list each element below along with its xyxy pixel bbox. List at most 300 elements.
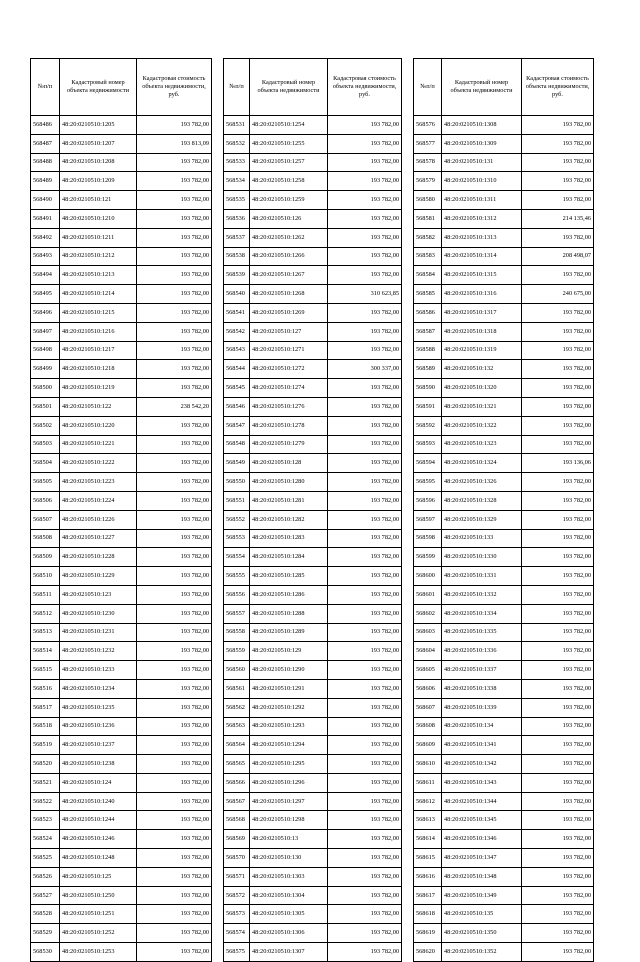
row-number: 568540: [224, 285, 250, 304]
cadastral-value: 193 782,00: [522, 886, 594, 905]
table-row: [224, 247, 402, 266]
header-cadastral-value: Кадастровая стоимость объекта недвижимости, руб.: [137, 59, 212, 116]
cadastral-value: 193 782,00: [137, 585, 212, 604]
cadastral-number: 48:20:0210510:1205: [60, 116, 137, 135]
cadastral-value: 193 782,00: [328, 116, 402, 135]
cadastral-table-2: [223, 58, 402, 962]
table-row: [224, 886, 402, 905]
cadastral-value: 193 782,00: [137, 341, 212, 360]
cadastral-number: 48:20:0210510:1266: [250, 247, 328, 266]
table-row: [31, 943, 212, 962]
cadastral-number: 48:20:0210510:123: [60, 585, 137, 604]
cadastral-value: 193 782,00: [137, 266, 212, 285]
cadastral-number: 48:20:0210510:1328: [442, 491, 522, 510]
cadastral-number: 48:20:0210510:1224: [60, 491, 137, 510]
header-num: №п/п: [414, 59, 442, 116]
row-number: 568583: [414, 247, 442, 266]
cadastral-number: 48:20:0210510:1248: [60, 849, 137, 868]
table-row: [31, 360, 212, 379]
cadastral-number: 48:20:0210510:124: [60, 773, 137, 792]
row-number: 568608: [414, 717, 442, 736]
cadastral-number: 48:20:0210510:1271: [250, 341, 328, 360]
table-row: [31, 924, 212, 943]
cadastral-number: 48:20:0210510:1226: [60, 510, 137, 529]
table-row: [31, 698, 212, 717]
cadastral-value: 193 782,00: [137, 473, 212, 492]
table-row: [224, 360, 402, 379]
row-number: 568575: [224, 943, 250, 962]
table-row: [224, 379, 402, 398]
cadastral-value: 193 782,00: [137, 491, 212, 510]
row-number: 568554: [224, 548, 250, 567]
cadastral-number: 48:20:0210510:1324: [442, 454, 522, 473]
row-number: 568592: [414, 416, 442, 435]
cadastral-value: 193 782,00: [522, 849, 594, 868]
row-number: 568589: [414, 360, 442, 379]
table-row: [224, 397, 402, 416]
cadastral-value: 193 782,00: [522, 604, 594, 623]
table-header: [414, 59, 594, 116]
table-row: [414, 924, 594, 943]
cadastral-number: 48:20:0210510:1228: [60, 548, 137, 567]
row-number: 568538: [224, 247, 250, 266]
row-number: 568606: [414, 679, 442, 698]
table-header: [31, 59, 212, 116]
cadastral-number: 48:20:0210510:1337: [442, 661, 522, 680]
row-number: 568490: [31, 191, 60, 210]
row-number: 568506: [31, 491, 60, 510]
row-number: 568564: [224, 736, 250, 755]
table-row: [224, 661, 402, 680]
table-row: [31, 529, 212, 548]
table-row: [31, 604, 212, 623]
table-row: [224, 266, 402, 285]
cadastral-number: 48:20:0210510:1229: [60, 567, 137, 586]
row-number: 568620: [414, 943, 442, 962]
cadastral-number: 48:20:0210510:1346: [442, 830, 522, 849]
cadastral-value: 193 782,00: [328, 266, 402, 285]
table-row: [224, 209, 402, 228]
row-number: 568495: [31, 285, 60, 304]
cadastral-number: 48:20:0210510:1350: [442, 924, 522, 943]
cadastral-number: 48:20:0210510:1291: [250, 679, 328, 698]
row-number: 568493: [31, 247, 60, 266]
table-row: [31, 209, 212, 228]
cadastral-table-3: [413, 58, 594, 962]
cadastral-value: 193 782,00: [137, 209, 212, 228]
cadastral-value: 193 782,00: [328, 867, 402, 886]
cadastral-number: 48:20:0210510:1258: [250, 172, 328, 191]
cadastral-value: 193 782,00: [522, 116, 594, 135]
cadastral-number: 48:20:0210510:1212: [60, 247, 137, 266]
table-body: [414, 116, 594, 962]
cadastral-number: 48:20:0210510:134: [442, 717, 522, 736]
row-number: 568561: [224, 679, 250, 698]
table-row: [224, 228, 402, 247]
cadastral-value: 193 782,00: [137, 116, 212, 135]
cadastral-value: 193 782,00: [137, 849, 212, 868]
cadastral-number: 48:20:0210510:1255: [250, 134, 328, 153]
row-number: 568518: [31, 717, 60, 736]
row-number: 568533: [224, 153, 250, 172]
cadastral-number: 48:20:0210510:1316: [442, 285, 522, 304]
cadastral-number: 48:20:0210510:1310: [442, 172, 522, 191]
cadastral-number: 48:20:0210510:1330: [442, 548, 522, 567]
table-row: [224, 303, 402, 322]
row-number: 568610: [414, 755, 442, 774]
table-row: [224, 567, 402, 586]
cadastral-number: 48:20:0210510:1282: [250, 510, 328, 529]
cadastral-number: 48:20:0210510:1317: [442, 303, 522, 322]
cadastral-number: 48:20:0210510:1294: [250, 736, 328, 755]
row-number: 568494: [31, 266, 60, 285]
cadastral-number: 48:20:0210510:1230: [60, 604, 137, 623]
cadastral-number: 48:20:0210510:13: [250, 830, 328, 849]
cadastral-value: 193 782,00: [328, 303, 402, 322]
table-row: [414, 585, 594, 604]
row-number: 568609: [414, 736, 442, 755]
table-row: [414, 172, 594, 191]
cadastral-value: 193 782,00: [522, 811, 594, 830]
table-row: [224, 510, 402, 529]
cadastral-value: 193 782,00: [328, 322, 402, 341]
cadastral-value: 193 782,00: [522, 510, 594, 529]
cadastral-value: 193 782,00: [522, 642, 594, 661]
table-row: [414, 454, 594, 473]
row-number: 568577: [414, 134, 442, 153]
cadastral-value: 193 782,00: [328, 585, 402, 604]
row-number: 568614: [414, 830, 442, 849]
row-number: 568598: [414, 529, 442, 548]
table-row: [224, 454, 402, 473]
cadastral-value: 193 782,00: [137, 285, 212, 304]
row-number: 568508: [31, 529, 60, 548]
cadastral-value: 193 782,00: [522, 567, 594, 586]
row-number: 568570: [224, 849, 250, 868]
cadastral-value: 193 782,00: [328, 886, 402, 905]
row-number: 568616: [414, 867, 442, 886]
cadastral-value: 193 782,00: [522, 379, 594, 398]
cadastral-number: 48:20:0210510:1207: [60, 134, 137, 153]
table-row: [414, 661, 594, 680]
table-row: [414, 191, 594, 210]
cadastral-number: 48:20:0210510:1213: [60, 266, 137, 285]
row-number: 568545: [224, 379, 250, 398]
table-row: [224, 529, 402, 548]
table-row: [414, 736, 594, 755]
row-number: 568522: [31, 792, 60, 811]
cadastral-number: 48:20:0210510:1345: [442, 811, 522, 830]
cadastral-value: 193 782,00: [522, 134, 594, 153]
row-number: 568513: [31, 623, 60, 642]
cadastral-number: 48:20:0210510:1284: [250, 548, 328, 567]
cadastral-number: 48:20:0210510:1320: [442, 379, 522, 398]
cadastral-value: 193 782,00: [522, 905, 594, 924]
table-row: [31, 623, 212, 642]
table-row: [224, 322, 402, 341]
table-row: [31, 717, 212, 736]
cadastral-number: 48:20:0210510:1211: [60, 228, 137, 247]
cadastral-value: 193 782,00: [137, 642, 212, 661]
cadastral-number: 48:20:0210510:1215: [60, 303, 137, 322]
cadastral-value: 193 782,00: [522, 679, 594, 698]
cadastral-value: 193 782,00: [328, 623, 402, 642]
cadastral-number: 48:20:0210510:1236: [60, 717, 137, 736]
table-row: [31, 491, 212, 510]
table-row: [31, 322, 212, 341]
cadastral-number: 48:20:0210510:1268: [250, 285, 328, 304]
row-number: 568562: [224, 698, 250, 717]
cadastral-number: 48:20:0210510:1319: [442, 341, 522, 360]
cadastral-value: 193 782,00: [328, 529, 402, 548]
cadastral-number: 48:20:0210510:1298: [250, 811, 328, 830]
row-number: 568591: [414, 397, 442, 416]
row-number: 568524: [31, 830, 60, 849]
row-number: 568487: [31, 134, 60, 153]
table-row: [224, 491, 402, 510]
cadastral-number: 48:20:0210510:1343: [442, 773, 522, 792]
cadastral-number: 48:20:0210510:1342: [442, 755, 522, 774]
row-number: 568492: [31, 228, 60, 247]
cadastral-value: 208 498,07: [522, 247, 594, 266]
row-number: 568498: [31, 341, 60, 360]
cadastral-value: 193 782,00: [522, 943, 594, 962]
table-row: [224, 867, 402, 886]
cadastral-value: 193 782,00: [137, 567, 212, 586]
cadastral-value: 193 782,00: [328, 379, 402, 398]
row-number: 568488: [31, 153, 60, 172]
table-row: [31, 567, 212, 586]
cadastral-number: 48:20:0210510:1267: [250, 266, 328, 285]
table-row: [31, 153, 212, 172]
row-number: 568572: [224, 886, 250, 905]
cadastral-value: 193 782,00: [137, 322, 212, 341]
table-row: [224, 736, 402, 755]
row-number: 568617: [414, 886, 442, 905]
table-row: [31, 473, 212, 492]
cadastral-value: 193 782,00: [137, 379, 212, 398]
cadastral-value: 193 782,00: [328, 943, 402, 962]
cadastral-value: 193 782,00: [522, 867, 594, 886]
table-row: [414, 266, 594, 285]
table-row: [414, 510, 594, 529]
cadastral-value: 193 782,00: [522, 529, 594, 548]
table-row: [31, 341, 212, 360]
table-row: [31, 266, 212, 285]
row-number: 568547: [224, 416, 250, 435]
cadastral-value: 193 782,00: [328, 604, 402, 623]
cadastral-number: 48:20:0210510:1269: [250, 303, 328, 322]
table-row: [414, 604, 594, 623]
table-row: [31, 905, 212, 924]
cadastral-number: 48:20:0210510:1323: [442, 435, 522, 454]
table-row: [414, 755, 594, 774]
cadastral-number: 48:20:0210510:1276: [250, 397, 328, 416]
table-row: [224, 134, 402, 153]
table-row: [414, 529, 594, 548]
cadastral-number: 48:20:0210510:1344: [442, 792, 522, 811]
cadastral-number: 48:20:0210510:1307: [250, 943, 328, 962]
cadastral-value: 193 782,00: [137, 698, 212, 717]
cadastral-number: 48:20:0210510:1231: [60, 623, 137, 642]
cadastral-number: 48:20:0210510:1292: [250, 698, 328, 717]
row-number: 568586: [414, 303, 442, 322]
cadastral-number: 48:20:0210510:129: [250, 642, 328, 661]
row-number: 568544: [224, 360, 250, 379]
cadastral-value: 193 782,00: [328, 153, 402, 172]
cadastral-value: 193 782,00: [137, 303, 212, 322]
cadastral-value: 193 782,00: [328, 454, 402, 473]
table-row: [31, 285, 212, 304]
cadastral-value: 193 782,00: [137, 773, 212, 792]
row-number: 568593: [414, 435, 442, 454]
row-number: 568520: [31, 755, 60, 774]
table-row: [31, 454, 212, 473]
cadastral-value: 193 782,00: [522, 755, 594, 774]
row-number: 568531: [224, 116, 250, 135]
cadastral-value: 193 782,00: [328, 905, 402, 924]
cadastral-value: 193 782,00: [522, 341, 594, 360]
table-row: [31, 134, 212, 153]
cadastral-number: 48:20:0210510:122: [60, 397, 137, 416]
cadastral-value: 238 542,20: [137, 397, 212, 416]
cadastral-value: 193 782,00: [522, 717, 594, 736]
cadastral-number: 48:20:0210510:1331: [442, 567, 522, 586]
cadastral-number: 48:20:0210510:1290: [250, 661, 328, 680]
cadastral-number: 48:20:0210510:131: [442, 153, 522, 172]
cadastral-value: 193 782,00: [328, 792, 402, 811]
cadastral-number: 48:20:0210510:1234: [60, 679, 137, 698]
cadastral-number: 48:20:0210510:126: [250, 209, 328, 228]
cadastral-number: 48:20:0210510:1315: [442, 266, 522, 285]
row-number: 568581: [414, 209, 442, 228]
row-number: 568567: [224, 792, 250, 811]
cadastral-value: 193 782,00: [137, 172, 212, 191]
table-row: [224, 191, 402, 210]
table-row: [224, 905, 402, 924]
cadastral-value: 193 782,00: [522, 322, 594, 341]
table-row: [31, 397, 212, 416]
cadastral-number: 48:20:0210510:1348: [442, 867, 522, 886]
cadastral-number: 48:20:0210510:1312: [442, 209, 522, 228]
row-number: 568585: [414, 285, 442, 304]
row-number: 568597: [414, 510, 442, 529]
table-row: [414, 623, 594, 642]
cadastral-number: 48:20:0210510:1306: [250, 924, 328, 943]
cadastral-number: 48:20:0210510:130: [250, 849, 328, 868]
row-number: 568496: [31, 303, 60, 322]
cadastral-value: 193 782,00: [328, 698, 402, 717]
table-row: [31, 811, 212, 830]
row-number: 568603: [414, 623, 442, 642]
row-number: 568594: [414, 454, 442, 473]
table-row: [224, 811, 402, 830]
table-row: [31, 116, 212, 135]
cadastral-number: 48:20:0210510:1227: [60, 529, 137, 548]
cadastral-value: 193 782,00: [328, 924, 402, 943]
row-number: 568600: [414, 567, 442, 586]
table-row: [414, 698, 594, 717]
cadastral-number: 48:20:0210510:1288: [250, 604, 328, 623]
cadastral-value: 193 782,00: [522, 491, 594, 510]
cadastral-value: 193 782,00: [137, 228, 212, 247]
cadastral-value: 193 782,00: [328, 341, 402, 360]
cadastral-value: 193 782,00: [137, 867, 212, 886]
cadastral-number: 48:20:0210510:133: [442, 529, 522, 548]
cadastral-number: 48:20:0210510:1257: [250, 153, 328, 172]
table-row: [414, 567, 594, 586]
cadastral-number: 48:20:0210510:1216: [60, 322, 137, 341]
table-row: [31, 303, 212, 322]
cadastral-value: 193 782,00: [328, 755, 402, 774]
row-number: 568574: [224, 924, 250, 943]
cadastral-number: 48:20:0210510:1208: [60, 153, 137, 172]
cadastral-number: 48:20:0210510:1210: [60, 209, 137, 228]
row-number: 568491: [31, 209, 60, 228]
cadastral-number: 48:20:0210510:1279: [250, 435, 328, 454]
cadastral-value: 193 782,00: [328, 191, 402, 210]
header-cadastral-number: Кадастровый номер объекта недвижимости: [60, 59, 137, 116]
cadastral-number: 48:20:0210510:1336: [442, 642, 522, 661]
row-number: 568539: [224, 266, 250, 285]
table-row: [414, 717, 594, 736]
table-row: [224, 341, 402, 360]
cadastral-value: 193 782,00: [137, 924, 212, 943]
cadastral-value: 193 782,00: [522, 153, 594, 172]
cadastral-number: 48:20:0210510:1232: [60, 642, 137, 661]
row-number: 568505: [31, 473, 60, 492]
cadastral-number: 48:20:0210510:1283: [250, 529, 328, 548]
row-number: 568576: [414, 116, 442, 135]
cadastral-number: 48:20:0210510:1326: [442, 473, 522, 492]
row-number: 568549: [224, 454, 250, 473]
cadastral-number: 48:20:0210510:1219: [60, 379, 137, 398]
cadastral-number: 48:20:0210510:1305: [250, 905, 328, 924]
row-number: 568500: [31, 379, 60, 398]
cadastral-number: 48:20:0210510:1338: [442, 679, 522, 698]
table-row: [31, 679, 212, 698]
row-number: 568599: [414, 548, 442, 567]
cadastral-value: 193 782,00: [328, 811, 402, 830]
cadastral-number: 48:20:0210510:1209: [60, 172, 137, 191]
cadastral-value: 193 782,00: [522, 585, 594, 604]
cadastral-value: 193 782,00: [522, 924, 594, 943]
table-row: [414, 116, 594, 135]
cadastral-number: 48:20:0210510:1308: [442, 116, 522, 135]
cadastral-number: 48:20:0210510:1214: [60, 285, 137, 304]
row-number: 568537: [224, 228, 250, 247]
cadastral-number: 48:20:0210510:1220: [60, 416, 137, 435]
row-number: 568604: [414, 642, 442, 661]
cadastral-value: 193 782,00: [137, 153, 212, 172]
cadastral-number: 48:20:0210510:1237: [60, 736, 137, 755]
table-row: [414, 943, 594, 962]
row-number: 568559: [224, 642, 250, 661]
cadastral-number: 48:20:0210510:1309: [442, 134, 522, 153]
row-number: 568502: [31, 416, 60, 435]
cadastral-number: 48:20:0210510:1332: [442, 585, 522, 604]
header-cadastral-number: Кадастровый номер объекта недвижимости: [250, 59, 328, 116]
row-number: 568605: [414, 661, 442, 680]
row-number: 568611: [414, 773, 442, 792]
cadastral-value: 193 782,00: [328, 510, 402, 529]
cadastral-number: 48:20:0210510:135: [442, 905, 522, 924]
table-row: [31, 548, 212, 567]
row-number: 568602: [414, 604, 442, 623]
table-row: [224, 604, 402, 623]
cadastral-value: 193 782,00: [328, 228, 402, 247]
row-number: 568578: [414, 153, 442, 172]
